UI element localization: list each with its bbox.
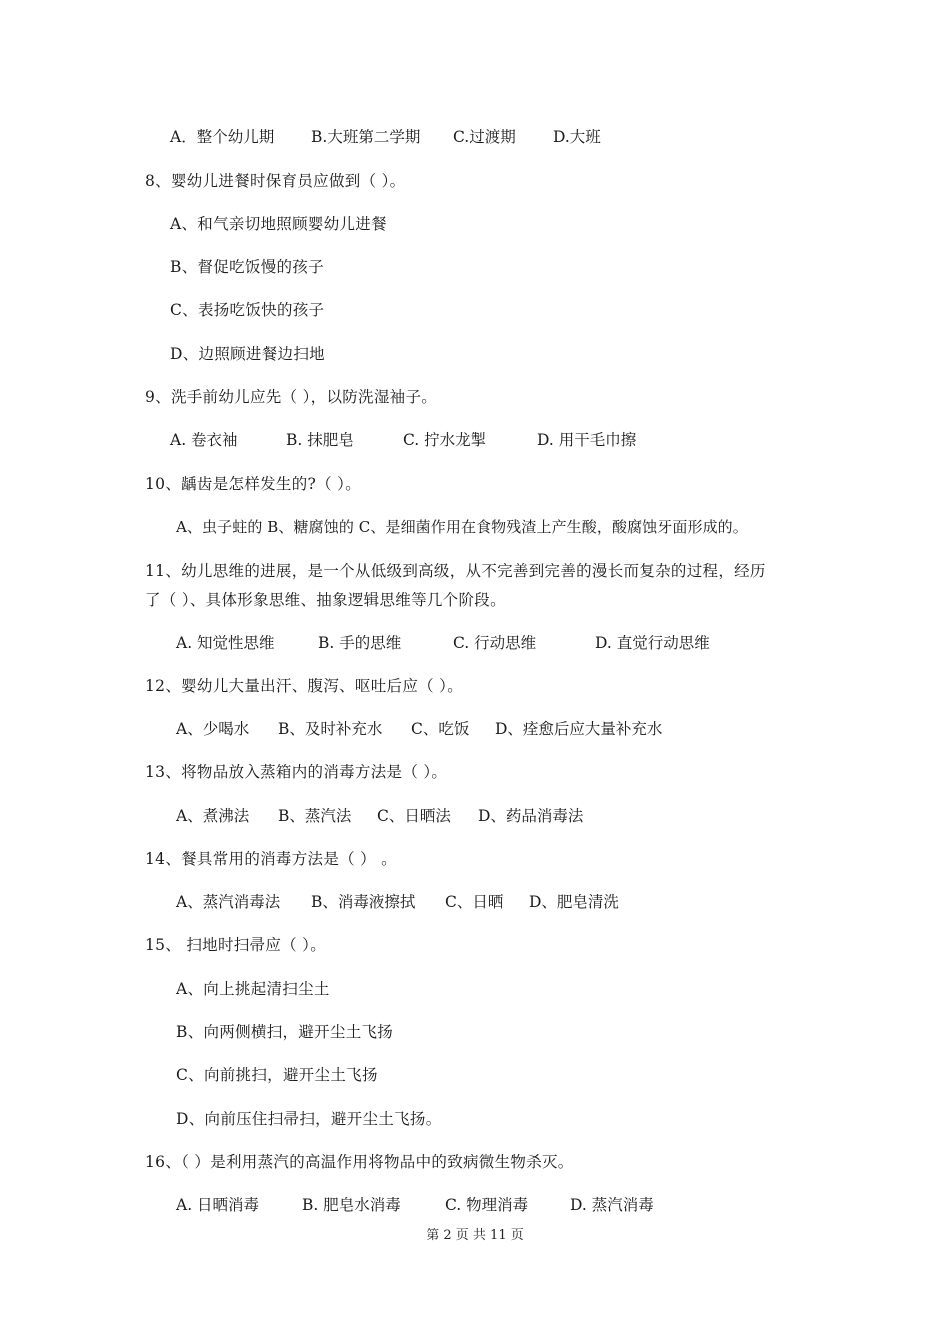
q7-option-a: A．整个幼儿期 [170, 128, 275, 146]
page-footer: 第 2 页 共 11 页 [426, 1228, 524, 1243]
q7-option-c: C.过渡期 [453, 128, 516, 146]
q7-option-d: D.大班 [553, 128, 601, 146]
q8-stem: 8、婴幼儿进餐时保育员应做到（ ）。 [145, 172, 406, 190]
q16-option-d: D. 蒸汽消毒 [570, 1196, 654, 1214]
q13-option-c: C、日晒法 [377, 807, 451, 825]
q13-option-d: D、药品消毒法 [478, 807, 584, 825]
q13-option-b: B、蒸汽法 [278, 807, 352, 825]
q13-option-a: A、煮沸法 [176, 807, 250, 825]
q14-option-a: A、蒸汽消毒法 [176, 893, 281, 911]
q16-stem: 16、（ ）是利用蒸汽的高温作用将物品中的致病微生物杀灭。 [145, 1153, 574, 1171]
q12-option-b: B、及时补充水 [278, 720, 383, 738]
q11-stem-line2: 了（ ）、具体形象思维、抽象逻辑思维等几个阶段。 [145, 591, 506, 609]
q15-option-a: A、向上挑起清扫尘土 [176, 980, 330, 998]
q9-option-d: D. 用干毛巾擦 [537, 431, 637, 449]
q12-option-a: A、少喝水 [176, 720, 250, 738]
q14-stem: 14、餐具常用的消毒方法是（ ） 。 [145, 850, 397, 868]
q9-option-c: C. 拧水龙掣 [403, 431, 487, 449]
q16-option-c: C. 物理消毒 [445, 1196, 529, 1214]
q8-option-c: C、表扬吃饭快的孩子 [170, 301, 325, 319]
q15-option-b: B、向两侧横扫，避开尘土飞扬 [176, 1023, 394, 1041]
q15-stem: 15、 扫地时扫帚应（ ）。 [145, 936, 327, 954]
q11-option-b: B. 手的思维 [318, 634, 402, 652]
q12-stem: 12、婴幼儿大量出汗、腹泻、呕吐后应（ ）。 [145, 677, 464, 695]
q13-stem: 13、将物品放入蒸箱内的消毒方法是（ ）。 [145, 763, 448, 781]
q11-option-a: A. 知觉性思维 [176, 634, 275, 652]
q14-option-d: D、肥皂清洗 [529, 893, 619, 911]
q8-option-d: D、边照顾进餐边扫地 [170, 345, 325, 363]
q9-option-b: B. 抹肥皂 [286, 431, 354, 449]
q9-option-a: A. 卷衣袖 [170, 431, 238, 449]
q10-stem: 10、龋齿是怎样发生的?（ ）。 [145, 475, 362, 493]
q16-option-b: B. 肥皂水消毒 [302, 1196, 401, 1214]
q15-option-d: D、向前压住扫帚扫，避开尘土飞扬。 [176, 1110, 442, 1128]
q11-stem-line1: 11、幼儿思维的进展，是一个从低级到高级，从不完善到完善的漫长而复杂的过程，经历 [145, 562, 766, 580]
q11-option-d: D. 直觉行动思维 [595, 634, 710, 652]
q8-option-a: A、和气亲切地照顾婴幼儿进餐 [170, 215, 387, 233]
q8-option-b: B、督促吃饭慢的孩子 [170, 258, 324, 276]
q11-option-c: C. 行动思维 [453, 634, 537, 652]
q12-option-c: C、吃饭 [411, 720, 470, 738]
q10-options: A、虫子蛀的 B、糖腐蚀的 C、是细菌作用在食物残渣上产生酸，酸腐蚀牙面形成的。 [176, 518, 748, 536]
q14-option-b: B、消毒液擦拭 [311, 893, 416, 911]
q16-option-a: A. 日晒消毒 [176, 1196, 260, 1214]
q12-option-d: D、痊愈后应大量补充水 [495, 720, 663, 738]
q15-option-c: C、向前挑扫，避开尘土飞扬 [176, 1066, 378, 1084]
q7-option-b: B.大班第二学期 [311, 128, 421, 146]
q14-option-c: C、日晒 [445, 893, 504, 911]
q9-stem: 9、洗手前幼儿应先（ ），以防洗湿袖子。 [145, 388, 438, 406]
